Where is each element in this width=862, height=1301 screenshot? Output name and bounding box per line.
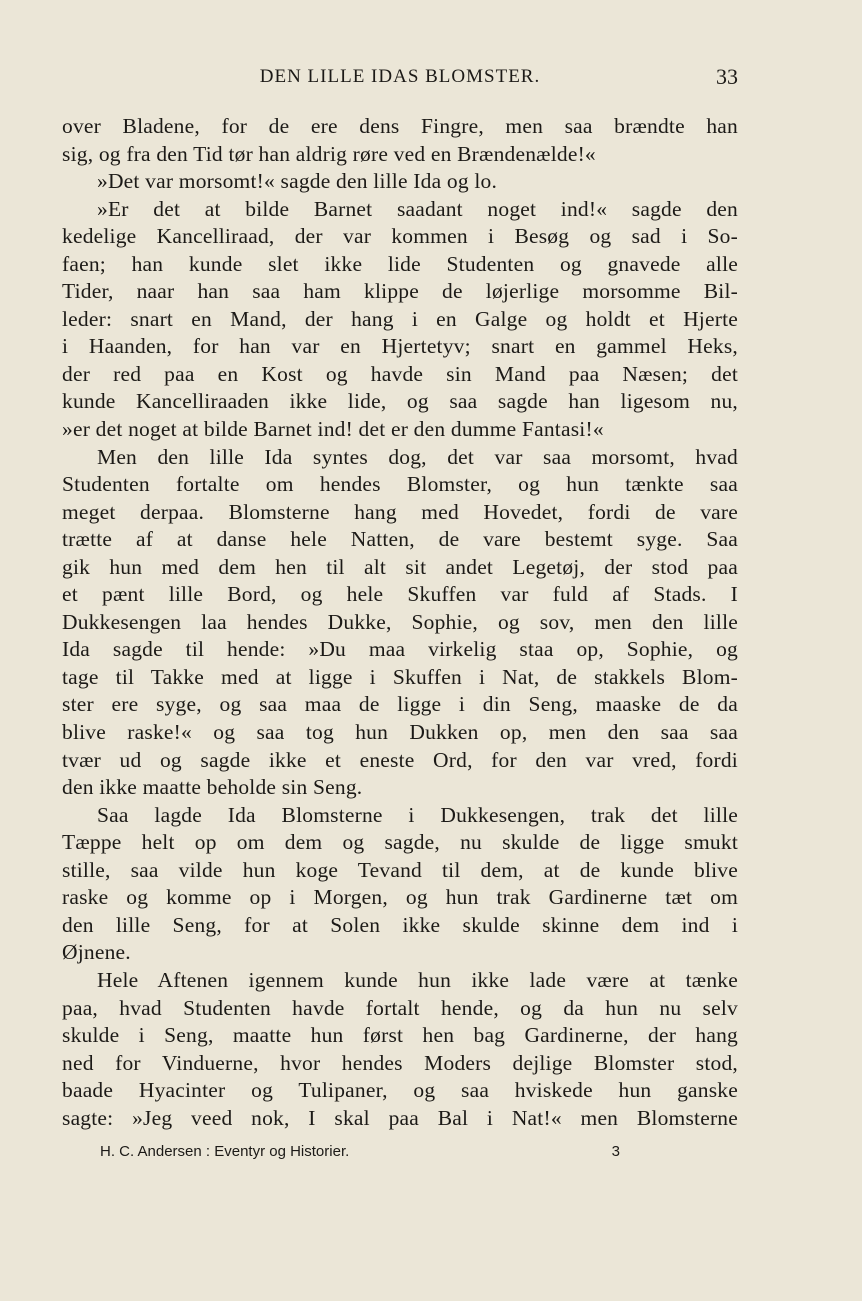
text-line: »Er det at bilde Barnet saadant noget ind!« sagde den [97, 196, 738, 221]
text-line: Men den lille Ida syntes dog, det var saa morsomt, hvad [97, 444, 738, 469]
text-line: Hele Aftenen igennem kunde hun ikke lade være at tænke [97, 967, 738, 992]
text-line: paa, hvad Studenten havde fortalt hende, og da hun nu selv [62, 995, 738, 1020]
text-line: i Haanden, for han var en Hjertetyv; snart en gammel Heks, [62, 334, 738, 359]
body-text [62, 113, 738, 1132]
text-line: faen; han kunde slet ikke lide Studenten og gnavede alle [62, 251, 738, 276]
text-line: trætte af at danse hele Natten, de vare bestemt syge. Saa [62, 527, 738, 552]
text-line: blive raske!« og saa tog hun Dukken op, men den saa saa [62, 720, 738, 745]
text-line: stille, saa vilde hun koge Tevand til dem, at de kunde blive [62, 857, 738, 882]
text-line: ned for Vinduerne, hvor hendes Moders dejlige Blomster stod, [62, 1050, 738, 1075]
text-line: den lille Seng, for at Solen ikke skulde skinne dem ind i [62, 912, 738, 937]
text-line: Ida sagde til hende: »Du maa virkelig staa op, Sophie, og [62, 637, 738, 662]
text-line: ster ere syge, og saa maa de ligge i din Seng, maaske de da [62, 692, 738, 717]
text-line: sagte: »Jeg veed nok, I skal paa Bal i Nat!« men Blomsterne [62, 1105, 738, 1130]
text-line: meget derpaa. Blomsterne hang med Hovedet, fordi de vare [62, 499, 738, 524]
text-line: baade Hyacinter og Tulipaner, og saa hviskede hun ganske [62, 1078, 738, 1103]
text-line: leder: snart en Mand, der hang i en Galge og holdt et Hjerte [62, 306, 738, 331]
signature-mark: 3 [611, 1143, 620, 1160]
footer-credit: H. C. Andersen : Eventyr og Historier. [100, 1143, 350, 1160]
text-line: Studenten fortalte om hendes Blomster, og hun tænkte saa [62, 472, 738, 497]
text-line: et pænt lille Bord, og hele Skuffen var fuld af Stads. I [62, 582, 738, 607]
text-line: tage til Takke med at ligge i Skuffen i Nat, de stakkels Blom- [62, 664, 738, 689]
text-line: Øjnene. [62, 940, 131, 965]
text-line: der red paa en Kost og havde sin Mand paa Næsen; det [62, 361, 738, 386]
text-line: sig, og fra den Tid tør han aldrig røre ved en Brændenælde!« [62, 141, 596, 166]
text-line: Dukkesengen laa hendes Dukke, Sophie, og sov, men den lille [62, 609, 738, 634]
text-line: tvær ud og sagde ikke et eneste Ord, for den var vred, fordi [62, 747, 738, 772]
page-footer [100, 1143, 620, 1165]
text-line: »Det var morsomt!« sagde den lille Ida og lo. [97, 169, 498, 194]
text-line: »er det noget at bilde Barnet ind! det er den dumme Fantasi!« [62, 417, 604, 442]
text-line: Tider, naar han saa ham klippe de løjerlige morsomme Bil- [62, 279, 738, 304]
text-line: Tæppe helt op om dem og sagde, nu skulde de ligge smukt [62, 830, 738, 855]
text-line: den ikke maatte beholde sin Seng. [62, 775, 363, 800]
text-line: gik hun med dem hen til alt sit andet Legetøj, der stod paa [62, 554, 738, 579]
text-line: skulde i Seng, maatte hun først hen bag Gardinerne, der hang [62, 1023, 738, 1048]
page-number: 33 [716, 64, 738, 89]
running-head [62, 64, 738, 92]
text-line: Saa lagde Ida Blomsterne i Dukkesengen, trak det lille [97, 802, 738, 827]
text-line: kedelige Kancelliraad, der var kommen i Besøg og sad i So- [62, 224, 738, 249]
text-line: raske og komme op i Morgen, og hun trak Gardinerne tæt om [62, 885, 738, 910]
text-line: kunde Kancelliraaden ikke lide, og saa sagde han ligesom nu, [62, 389, 738, 414]
text-line: over Bladene, for de ere dens Fingre, men saa brændte han [62, 114, 738, 138]
running-title: DEN LILLE IDAS BLOMSTER. [259, 66, 541, 87]
